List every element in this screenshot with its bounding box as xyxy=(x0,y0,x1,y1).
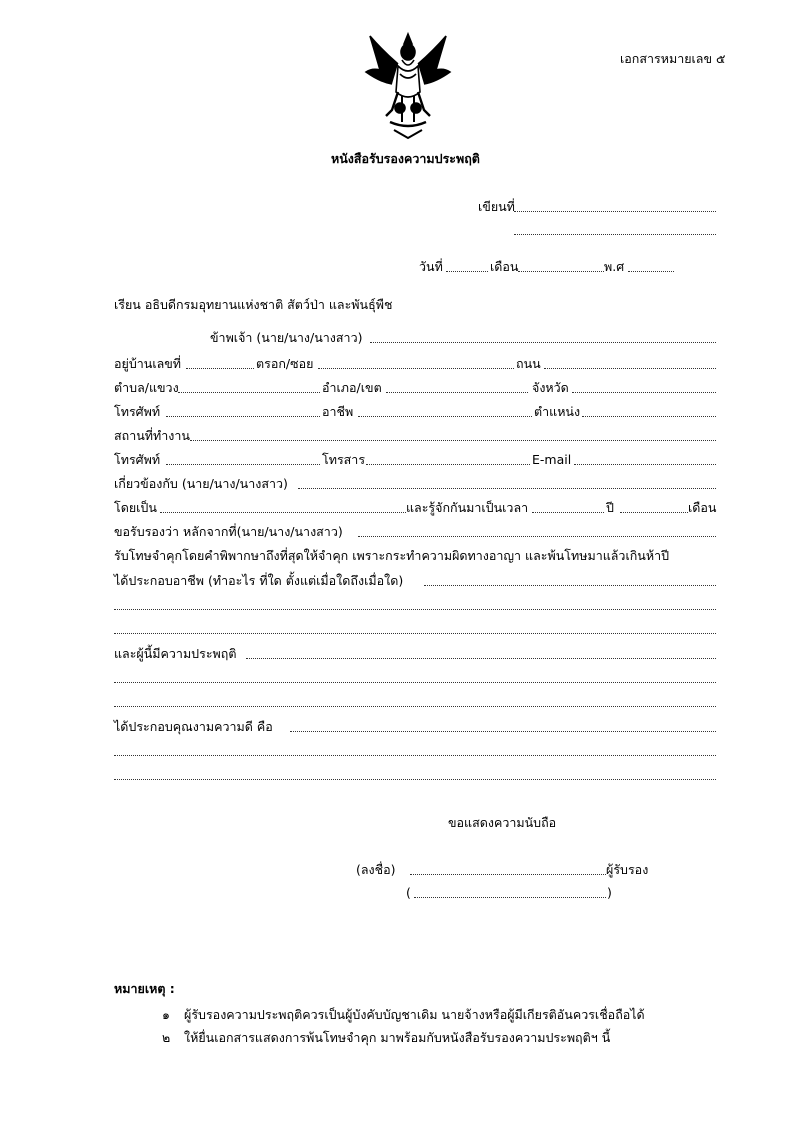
behavior-line-2[interactable] xyxy=(114,682,716,683)
phone2-label: โทรศัพท์ xyxy=(114,452,161,467)
name-field[interactable] xyxy=(370,342,716,343)
note-text: ให้ยื่นเอกสารแสดงการพ้นโทษจำคุก มาพร้อมกับหนังสือรับรองความประพฤติฯ นี้ xyxy=(184,1030,611,1045)
addressee: เรียน อธิบดีกรมอุทยานแห่งชาติ สัตว์ป่า และพันธุ์พืช xyxy=(114,297,393,312)
phone-label: โทรศัพท์ xyxy=(114,404,161,419)
house-no-field[interactable] xyxy=(186,368,254,369)
province-field[interactable] xyxy=(572,392,716,393)
notes-heading: หมายเหตุ : xyxy=(114,981,175,996)
road-label: ถนน xyxy=(516,356,541,371)
document-number: เอกสารหมายเลข ๕ xyxy=(620,51,726,66)
sign-label: (ลงชื่อ) xyxy=(356,862,396,877)
occupation-since-field[interactable] xyxy=(424,585,716,586)
note-number: ๒ xyxy=(162,1030,171,1045)
email-label: E-mail xyxy=(532,452,572,467)
certify-field[interactable] xyxy=(358,536,716,537)
position-field[interactable] xyxy=(582,416,716,417)
behavior-field[interactable] xyxy=(246,658,716,659)
subdistrict-field[interactable] xyxy=(178,392,320,393)
fax-label: โทรสาร xyxy=(322,452,366,467)
page-title: หนังสือรับรองความประพฤติ xyxy=(331,151,480,166)
close-paren: ) xyxy=(607,885,612,900)
date-year-label: พ.ศ xyxy=(604,259,625,274)
closing: ขอแสดงความนับถือ xyxy=(448,815,557,830)
district-field[interactable] xyxy=(386,392,528,393)
note-number: ๑ xyxy=(162,1007,170,1022)
district-label: อำเภอ/เขต xyxy=(322,380,382,395)
date-month-field[interactable] xyxy=(518,271,604,272)
occupation-field[interactable] xyxy=(358,416,532,417)
date-month-label: เดือน xyxy=(490,259,519,274)
as-field[interactable] xyxy=(160,512,406,513)
written-at-line[interactable] xyxy=(514,211,716,212)
known-for-label: และรู้จักกันมาเป็นเวลา xyxy=(406,500,529,515)
good-deeds-label: ได้ประกอบคุณงามความดี คือ xyxy=(114,719,273,734)
good-deeds-line-2[interactable] xyxy=(114,755,716,756)
as-label: โดยเป็น xyxy=(114,500,157,515)
related-to-field[interactable] xyxy=(298,488,716,489)
occupation-label: อาชีพ xyxy=(322,404,354,419)
printed-name-field[interactable] xyxy=(414,897,606,898)
position-label: ตำแหน่ง xyxy=(534,404,581,419)
behavior-label: และผู้นี้มีความประพฤติ xyxy=(114,646,237,661)
open-paren: ( xyxy=(406,885,411,900)
date-year-field[interactable] xyxy=(628,271,674,272)
date-day-label: วันที่ xyxy=(419,259,443,274)
certifier-label: ผู้รับรอง xyxy=(606,862,649,877)
email-field[interactable] xyxy=(574,464,716,465)
province-label: จังหวัด xyxy=(532,380,569,395)
known-months-field[interactable] xyxy=(620,512,688,513)
good-deeds-line-3[interactable] xyxy=(114,779,716,780)
behavior-line-3[interactable] xyxy=(114,706,716,707)
note-text: ผู้รับรองความประพฤติควรเป็นผู้บังคับบัญชาเดิม นายจ้างหรือผู้มีเกียรติอันควรเชื่อถือได้ xyxy=(184,1007,645,1022)
occupation-since-label: ได้ประกอบอาชีพ (ทำอะไร ที่ใด ตั้งแต่เมื่อใดถึงเมื่อใด) xyxy=(114,573,404,588)
workplace-label: สถานที่ทำงาน xyxy=(114,428,190,443)
name-label: ข้าพเจ้า (นาย/นาง/นางสาว) xyxy=(210,330,363,345)
occupation-line-2[interactable] xyxy=(114,609,716,610)
date-day-field[interactable] xyxy=(446,271,488,272)
certify-label: ขอรับรองว่า หลักจากที่(นาย/นาง/นางสาว) xyxy=(114,524,343,539)
good-deeds-field[interactable] xyxy=(290,731,716,732)
written-at-line-2[interactable] xyxy=(514,234,716,235)
phone-field[interactable] xyxy=(166,416,320,417)
written-at-label: เขียนที่ xyxy=(478,199,515,214)
related-to-label: เกี่ยวข้องกับ (นาย/นาง/นางสาว) xyxy=(114,476,288,491)
occupation-line-3[interactable] xyxy=(114,633,716,634)
phone2-field[interactable] xyxy=(166,464,320,465)
signature-field[interactable] xyxy=(410,874,606,875)
month-unit-label: เดือน xyxy=(688,500,717,515)
known-years-field[interactable] xyxy=(532,512,604,513)
fax-field[interactable] xyxy=(366,464,530,465)
year-unit-label: ปี xyxy=(606,500,614,515)
statement-text: รับโทษจำคุกโดยคำพิพากษาถึงที่สุดให้จำคุก เพราะกระทำความผิดทางอาญา และพ้นโทษมาแล้วเกินห้าปี xyxy=(114,548,670,563)
alley-label: ตรอก/ซอย xyxy=(256,356,314,371)
house-no-label: อยู่บ้านเลขที่ xyxy=(114,356,182,371)
subdistrict-label: ตำบล/แขวง xyxy=(114,380,179,395)
alley-field[interactable] xyxy=(318,368,514,369)
garuda-emblem-icon xyxy=(362,30,454,140)
road-field[interactable] xyxy=(544,368,716,369)
workplace-field[interactable] xyxy=(190,440,716,441)
